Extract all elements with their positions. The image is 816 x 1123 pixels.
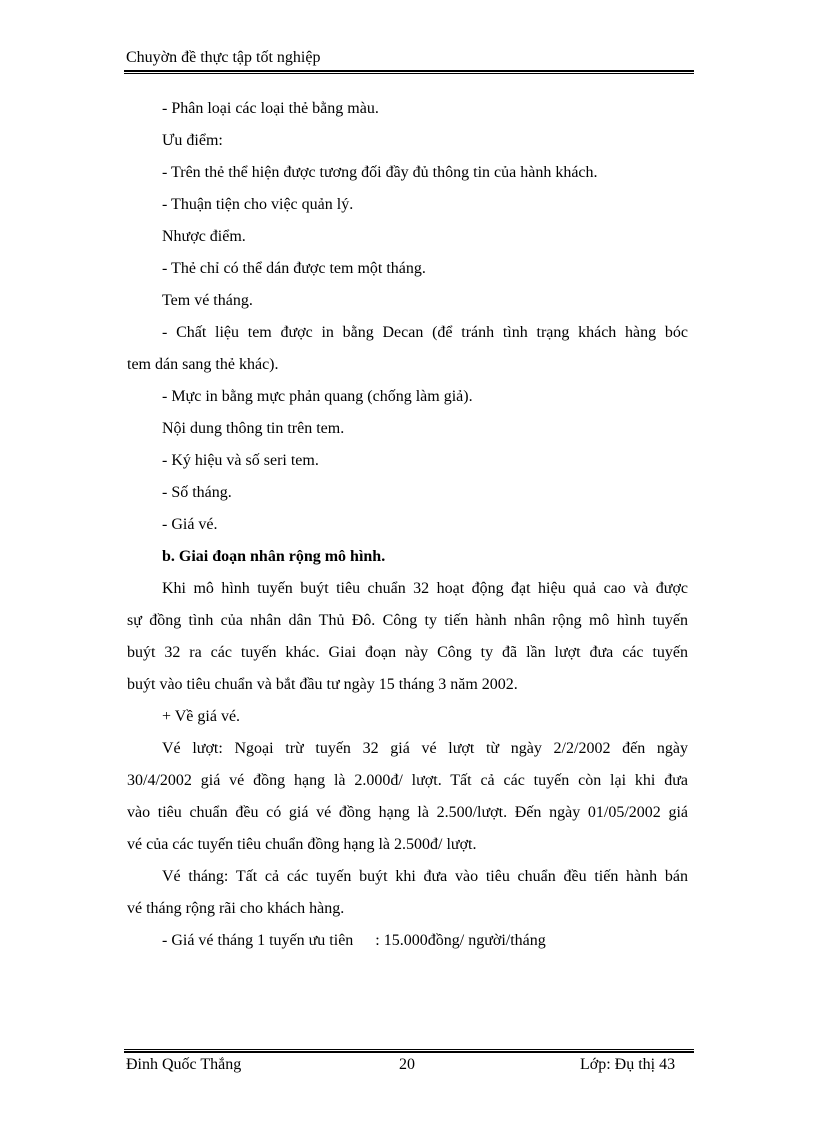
- paragraph-line: - Thẻ chỉ có thể dán được tem một tháng.: [162, 260, 426, 277]
- footer-rule: [124, 1049, 694, 1053]
- paragraph-line: - Mực in bằng mực phản quang (chống làm giả).: [162, 388, 473, 405]
- paragraph-line: - Chất liệu tem được in bằng Decan (để tránh tình trạng khách hàng bóc: [162, 324, 688, 341]
- paragraph-line: + Về giá vé.: [162, 708, 241, 725]
- paragraph-line: Vé tháng: Tất cả các tuyến buýt khi đưa vào tiêu chuẩn đều tiến hành bán: [162, 868, 688, 885]
- price-value: : 15.000đồng/ người/tháng: [375, 932, 546, 949]
- paragraph-line: buýt vào tiêu chuẩn và bắt đầu tư ngày 15 tháng 3 năm 2002.: [127, 676, 518, 693]
- paragraph-line: Ưu điểm:: [162, 132, 223, 149]
- price-line: [162, 931, 546, 951]
- paragraph-line: buýt 32 ra các tuyến khác. Giai đoạn này Công ty đã lần lượt đưa các tuyến: [127, 644, 688, 661]
- section-heading: b. Giai đoạn nhân rộng mô hình.: [162, 548, 386, 565]
- paragraph-line: - Giá vé.: [162, 516, 218, 533]
- footer-author: Đinh Quốc Thắng: [126, 1056, 242, 1073]
- paragraph-line: - Ký hiệu và số seri tem.: [162, 452, 319, 469]
- paragraph-line: Nhược điểm.: [162, 228, 246, 245]
- paragraph-line: - Phân loại các loại thẻ bằng màu.: [162, 100, 379, 117]
- paragraph-line: vào tiêu chuẩn đều có giá vé đồng hạng là 2.500/lượt. Đến ngày 01/05/2002 giá: [127, 804, 688, 821]
- paragraph-line: Nội dung thông tin trên tem.: [162, 420, 345, 437]
- paragraph-line: - Thuận tiện cho việc quản lý.: [162, 196, 354, 213]
- paragraph-line: sự đồng tình của nhân dân Thủ Đô. Công ty tiến hành nhân rộng mô hình tuyến: [127, 612, 688, 629]
- header-title: Chuyờn đề thực tập tốt nghiệp: [126, 49, 321, 66]
- price-label: - Giá vé tháng 1 tuyến ưu tiên: [162, 932, 354, 949]
- header-rule: [124, 70, 694, 74]
- paragraph-line: Khi mô hình tuyến buýt tiêu chuẩn 32 hoạt động đạt hiệu quả cao và được: [162, 580, 688, 597]
- paragraph-line: Tem vé tháng.: [162, 292, 253, 309]
- page-number: 20: [399, 1056, 415, 1073]
- paragraph-line: vé tháng rộng rãi cho khách hàng.: [127, 900, 345, 917]
- paragraph-line: vé của các tuyến tiêu chuẩn đồng hạng là 2.500đ/ lượt.: [127, 836, 477, 853]
- paragraph-line: 30/4/2002 giá vé đồng hạng là 2.000đ/ lượt. Tất cả các tuyến còn lại khi đưa: [127, 772, 688, 789]
- paragraph-line: tem dán sang thẻ khác).: [127, 356, 279, 373]
- footer-class: Lớp: Đụ thị 43: [580, 1056, 676, 1073]
- paragraph-line: - Trên thẻ thể hiện được tương đối đầy đủ thông tin của hành khách.: [162, 164, 598, 181]
- paragraph-line: - Số tháng.: [162, 484, 232, 501]
- paragraph-line: Vé lượt: Ngoại trừ tuyến 32 giá vé lượt từ ngày 2/2/2002 đến ngày: [162, 740, 688, 757]
